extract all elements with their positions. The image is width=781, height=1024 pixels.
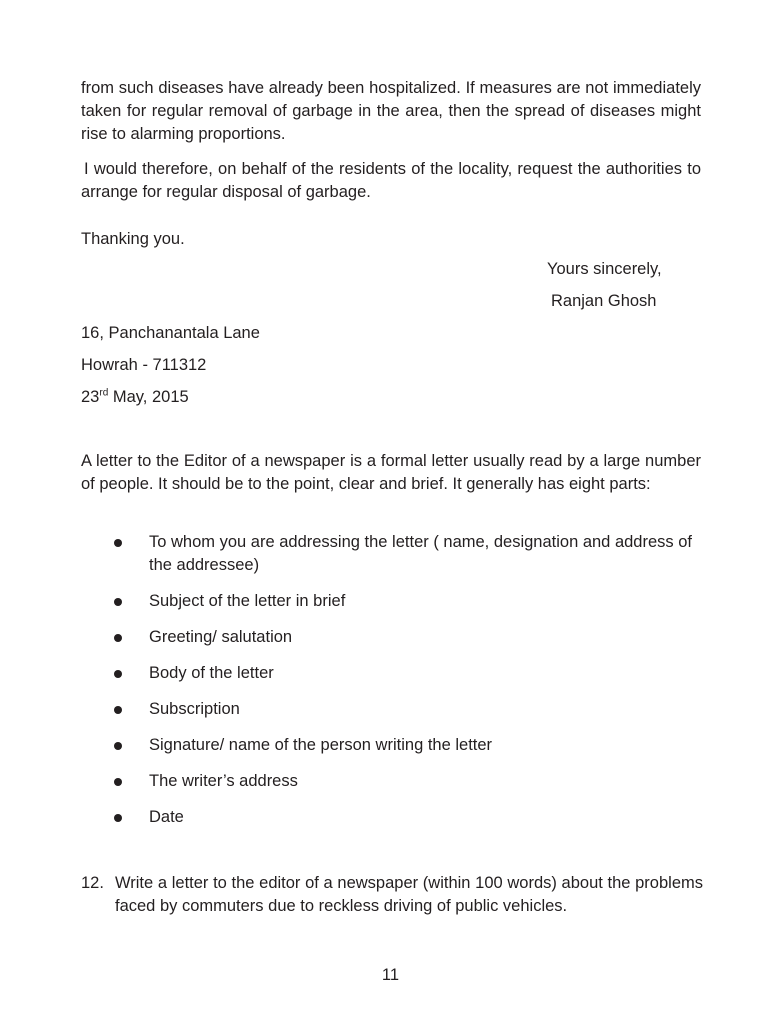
list-item-text: Subscription <box>149 700 240 718</box>
question-number: 12. <box>81 874 104 892</box>
letter-paragraph-request: I would therefore, on behalf of the residents of the locality, request the authorities to arrange for regular disposal of garbage. <box>81 160 701 201</box>
date-day: 23 <box>81 388 100 406</box>
question-text: Write a letter to the editor of a newspaper (within 100 words) about the problems faced by commuters due to reckless driving of public vehicles. <box>115 874 703 915</box>
date-suffix: rd <box>99 387 109 399</box>
letter-signature-name: Ranjan Ghosh <box>551 292 657 310</box>
bullet-icon <box>114 598 122 606</box>
list-item <box>114 806 704 829</box>
letter-address-line2: Howrah - 711312 <box>81 356 207 374</box>
letter-paragraph-continued: from such diseases have already been hospitalized. If measures are not immediately taken for regular removal of garbage in the area, then the spread of diseases might rise to alarming proportions. <box>81 79 701 143</box>
letter-date <box>81 386 189 409</box>
bullet-icon <box>114 670 122 678</box>
bullet-icon <box>114 814 122 822</box>
list-item <box>114 590 704 613</box>
list-item-text: The writer’s address <box>149 772 298 790</box>
bullet-icon <box>114 778 122 786</box>
list-item-text: Greeting/ salutation <box>149 628 293 646</box>
bullet-icon <box>114 539 122 547</box>
date-rest: May, 2015 <box>112 388 189 406</box>
list-item <box>114 531 704 577</box>
list-item-text: Body of the letter <box>149 664 274 682</box>
bullet-icon <box>114 634 122 642</box>
list-item <box>114 734 704 757</box>
bullet-icon <box>114 742 122 750</box>
bullet-icon <box>114 706 122 714</box>
list-item <box>114 770 704 793</box>
letter-address-line1: 16, Panchanantala Lane <box>81 324 260 342</box>
list-item-text: Date <box>149 808 184 826</box>
letter-thanking: Thanking you. <box>81 230 185 248</box>
page-number: 11 <box>381 966 400 984</box>
list-item <box>114 698 704 721</box>
list-item <box>114 626 704 649</box>
list-item-text: To whom you are addressing the letter ( name, designation and address of the addressee) <box>149 533 692 574</box>
list-item-text: Signature/ name of the person writing the letter <box>149 736 493 754</box>
explanation-intro: A letter to the Editor of a newspaper is a formal letter usually read by a large number of people. It should be to the point, clear and brief. It generally has eight parts: <box>81 452 701 493</box>
question-item <box>81 872 703 918</box>
letter-parts-list <box>114 531 704 842</box>
letter-closing: Yours sincerely, <box>547 260 662 278</box>
list-item-text: Subject of the letter in brief <box>149 592 346 610</box>
list-item <box>114 662 704 685</box>
